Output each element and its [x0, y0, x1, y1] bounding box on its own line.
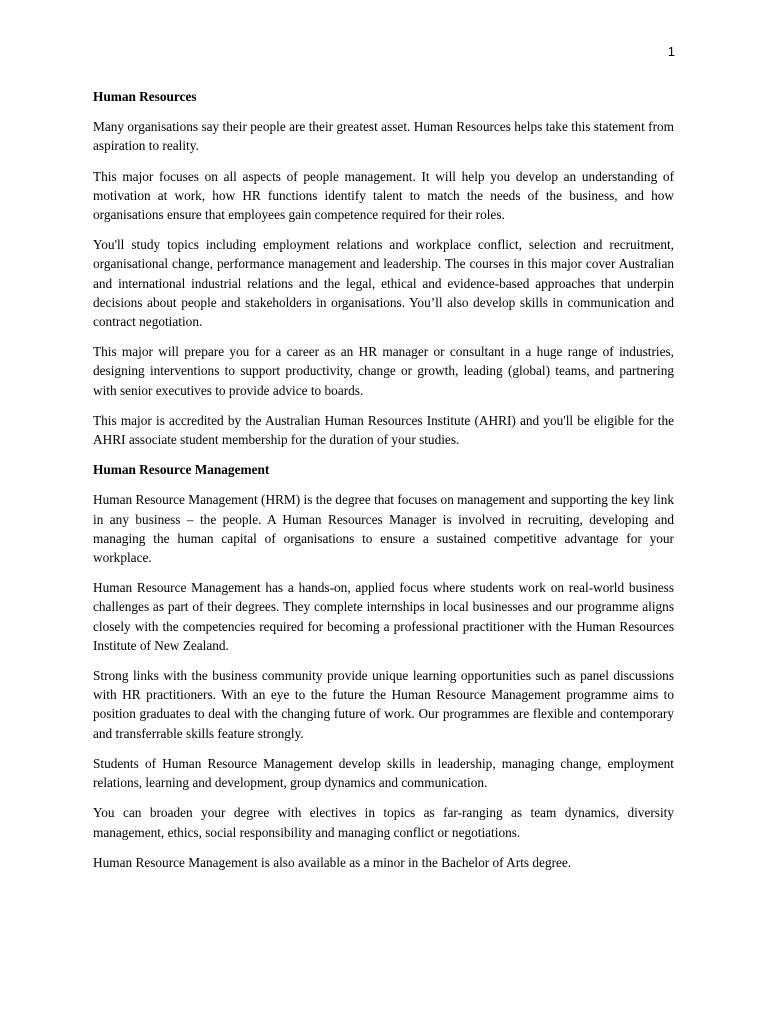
section-human-resource-management — [93, 460, 674, 872]
paragraph: You'll study topics including employment relations and workplace conflict, selection and recruitment, organisational change, performance management and leadership. The courses in this major cover Australian and international industrial relations and the legal, ethical and evidence-based approaches that underpin decisions about people and stakeholders in organisations. You’ll also develop skills in communication and contract negotiation. — [93, 237, 674, 330]
page-number: 1 — [667, 44, 675, 59]
section-heading: Human Resources — [93, 89, 197, 104]
paragraph: You can broaden your degree with electives in topics as far-ranging as team dynamics, diversity management, ethics, social responsibility and managing conflict or negotiations. — [93, 805, 674, 840]
paragraph: Many organisations say their people are their greatest asset. Human Resources helps take this statement from aspiration to reality. — [93, 119, 674, 154]
section-human-resources — [93, 87, 674, 449]
document-body — [93, 87, 674, 883]
paragraph: This major focuses on all aspects of people management. It will help you develop an understanding of motivation at work, how HR functions identify talent to match the needs of the business, and how organisations ensure that employees gain competence required for their roles. — [93, 168, 674, 223]
paragraph: Human Resource Management (HRM) is the degree that focuses on management and supporting the key link in any business – the people. A Human Resources Manager is involved in recruiting, developing and managing the human capital of organisations to ensure a sustained competitive advantage for your workplace. — [93, 492, 674, 566]
paragraph: This major will prepare you for a career as an HR manager or consultant in a huge range of industries, designing interventions to support productivity, change or growth, leading (global) teams, and partnering with senior executives to provide advice to boards. — [93, 344, 674, 398]
paragraph: Students of Human Resource Management develop skills in leadership, managing change, employment relations, learning and development, group dynamics and communication. — [93, 755, 674, 791]
paragraph: Strong links with the business community provide unique learning opportunities such as panel discussions with HR practitioners. With an eye to the future the Human Resource Management programme aims to position graduates to deal with the changing future of work. Our programmes are flexible and contemporary and transferrable skills feature strongly. — [93, 668, 674, 741]
paragraph: Human Resource Management is also available as a minor in the Bachelor of Arts degree. — [93, 854, 572, 870]
paragraph: This major is accredited by the Australian Human Resources Institute (AHRI) and you'll be eligible for the AHRI associate student membership for the duration of your studies. — [93, 412, 674, 448]
paragraph: Human Resource Management has a hands-on, applied focus where students work on real-world business challenges as part of their degrees. They complete internships in local businesses and our programme aligns closely with the competencies required for becoming a professional practitioner with the Human Resources Institute of New Zealand. — [93, 580, 674, 653]
section-heading: Human Resource Management — [93, 462, 270, 478]
